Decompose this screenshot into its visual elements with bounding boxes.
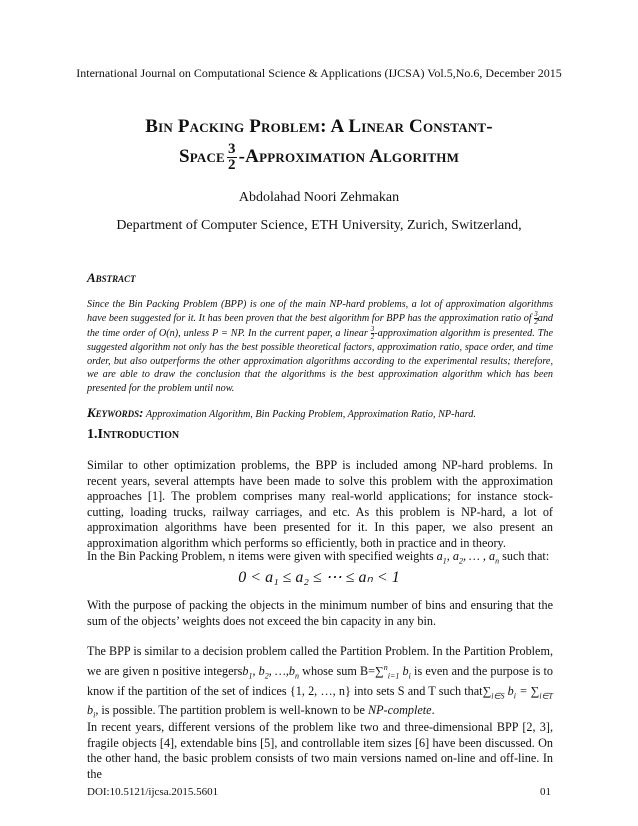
footer-doi: DOI:10.5121/ijcsa.2015.5601 (87, 786, 219, 798)
paragraph-2-end: such that: (499, 549, 550, 563)
keywords-text: Approximation Algorithm, Bin Packing Problem, Approximation Ratio, NP-hard. (143, 409, 476, 420)
paragraph-4-text-d: , is possible. The partition problem is well-known to be (95, 703, 368, 718)
abstract-fraction-1-den: 2 (534, 318, 538, 327)
weights-equation: 0 < a₁ ≤ a₂ ≤ ⋯ ≤ aₙ < 1 (238, 569, 400, 586)
keywords-line (87, 405, 557, 421)
abstract-fraction-2-num: 3 (370, 325, 375, 334)
paragraph-4-text-c: is even and the purpose is to know if the partition of the set of indices {1, 2, …, n} into sets S and T such that (87, 663, 553, 698)
paper-title (40, 112, 598, 173)
abstract-heading: Abstract (87, 270, 136, 285)
title-line-1: Bin Packing Problem: A Linear Constant- (145, 116, 493, 137)
abstract-text-3: -approximation algorithm is presented. The suggested algorithm not only has the best possible theoretical factors, approximation ratio, space order, and time order, but also outperforms the other approximation algorithms according to the experimental results; therefore, we are able to draw the conclusion that the algorithms is the best approximation algorithm which has been presented for the problem until now. (87, 328, 553, 394)
paragraph-3: With the purpose of packing the objects in the minimum number of bins and ensuring that the sum of the objects’ weights does not exceed the bin capacity in any bin. (87, 598, 553, 628)
paragraph-4-end: . (431, 703, 435, 718)
paragraph-4-text-a: The BPP is similar to a decision problem called the Partition Problem. In the Partition Problem, we are given n positive integers (87, 644, 553, 678)
paragraph-1: Similar to other optimization problems, the BPP is included among NP-hard problems. In recent years, several attempts have been made to solve this problem with the approximation approaches [1]. The problem comprises many real-world applications; for instance stock-cutting, loading trucks, railway carriages, and etc. As this problem is NP-hard, a lot of approximation algorithms have been presented for it. In this paper, we also present an approximation algorithm which performs so efficiently, both in practice and in theory. (87, 458, 553, 550)
title-fraction-denominator: 2 (227, 157, 236, 174)
title-line-2: -Approximation Algorithm (238, 146, 460, 167)
author-name: Abdolahad Noori Zehmakan (238, 190, 400, 205)
abstract-body (87, 298, 553, 395)
abstract-text-1: Since the Bin Packing Problem (BPP) is one of the main NP-hard problems, a lot of approximation algorithms have been suggested for it. It has been proven that the best algorithm for BPP has the approximation ratio of (87, 299, 553, 325)
section-title: Introduction (97, 427, 180, 442)
section-heading-introduction (87, 427, 179, 443)
partition-expression: $\sum_{i\in S}$ $b_i = \sum_{i\in T}$ $b_i$ (87, 683, 553, 720)
integers-sequence: $b_1$, $b_2$, $\dots,b_n$ (242, 663, 299, 680)
paragraph-2-text: In the Bin Packing Problem, n items were given with specified weights (87, 549, 437, 563)
section-number: 1. (87, 427, 98, 442)
weights-sequence: $a_1$, $a_2$, … , $a_n$ (436, 549, 500, 566)
np-complete-term: NP-complete (367, 703, 432, 718)
paragraph-4 (87, 644, 553, 723)
author-affiliation: Department of Computer Science, ETH University, Zurich, Switzerland, (116, 218, 522, 233)
paragraph-5: In recent years, different versions of the problem like two and three-dimensional BPP [2, 3], fragile objects [4], extendable bins [5], and controllable item sizes [6] have been discussed. On the other hand, the basic problem consists of two main versions named on-line and off-line. In the (87, 720, 553, 781)
journal-header: International Journal on Computational Science & Applications (IJCSA) Vol.5,No.6, December 2015 (76, 66, 562, 80)
abstract-text-2: and the time order of O(n), unless P = NP. In the current paper, a linear (87, 313, 553, 340)
paragraph-4-text-b: whose sum B= (299, 663, 376, 678)
footer-page-number: 01 (540, 786, 551, 798)
title-fraction (227, 142, 237, 173)
abstract-fraction-2-den: 2 (370, 333, 375, 342)
title-fraction-numerator: 3 (227, 141, 236, 158)
paragraph-2 (87, 549, 553, 569)
title-space: Space (178, 146, 225, 167)
keywords-label: Keywords: (87, 405, 144, 420)
abstract-fraction-1-num: 3 (534, 310, 538, 319)
sum-expression: ∑$^n_{i=1}$ $b_i$ (375, 662, 411, 680)
